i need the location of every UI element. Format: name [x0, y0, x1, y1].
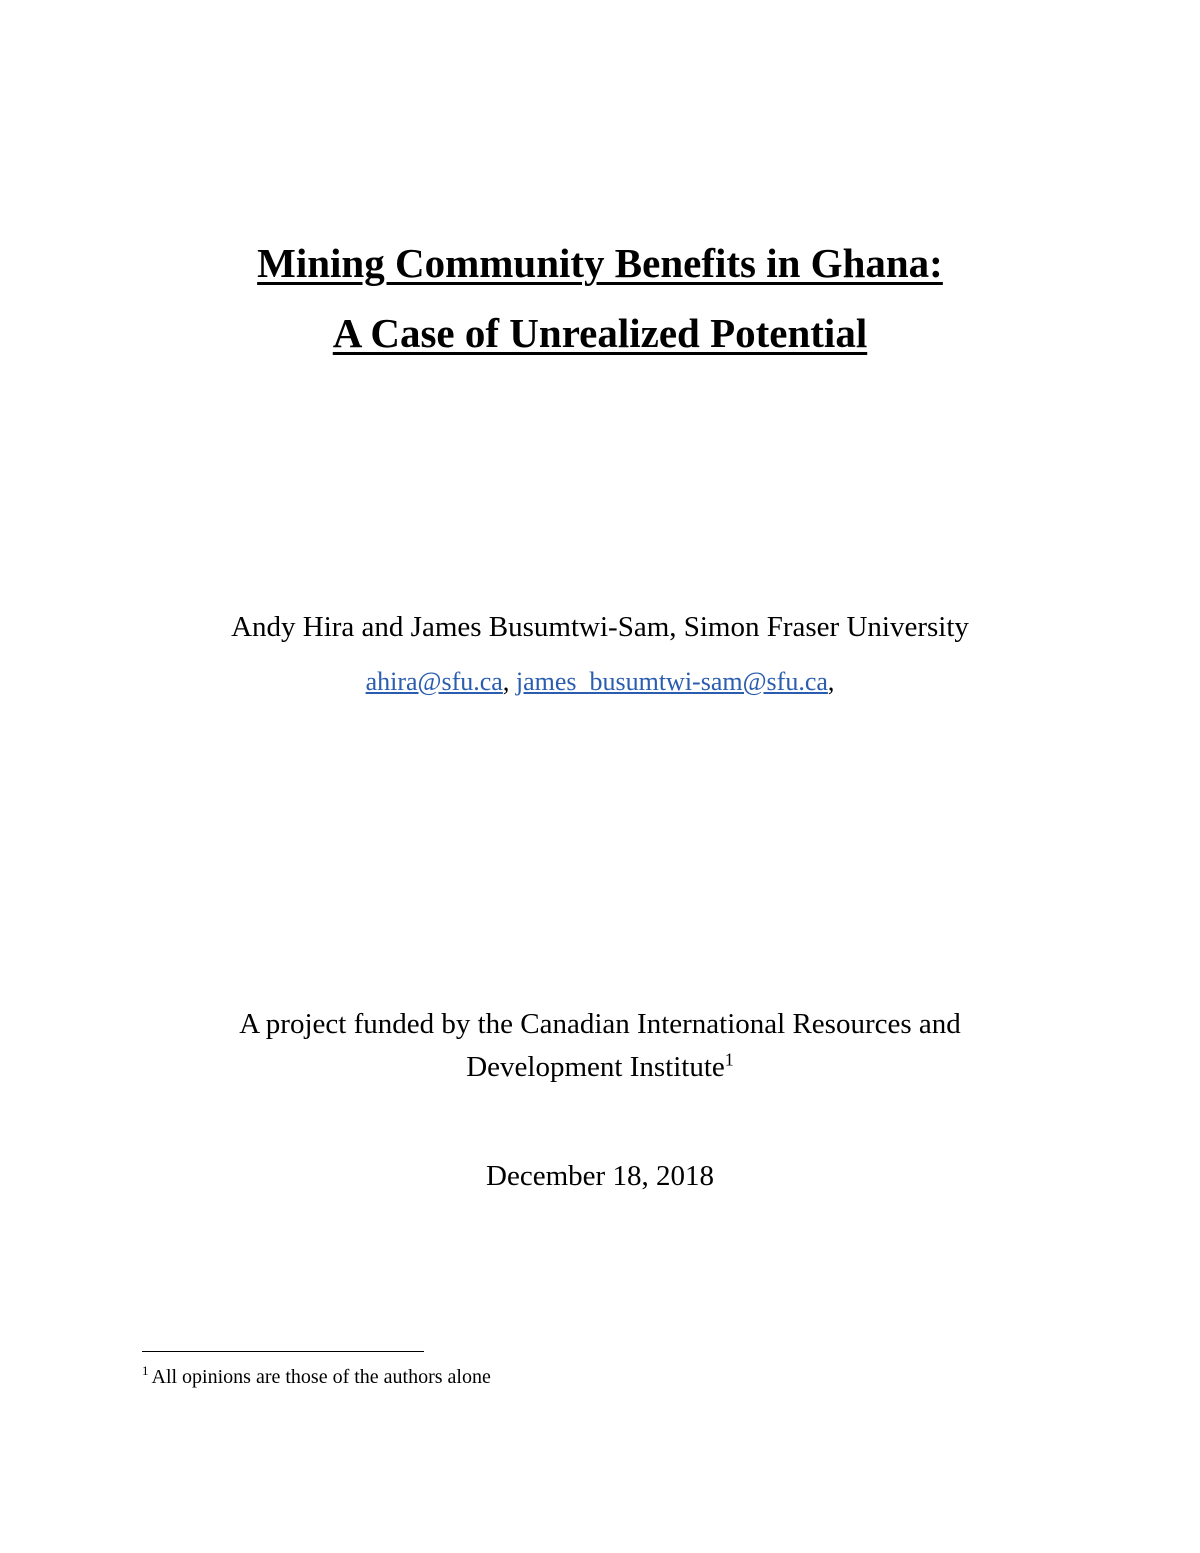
email-trailing-comma: ,: [827, 667, 835, 696]
publication-date: December 18, 2018: [486, 1160, 714, 1192]
footnote: [142, 1364, 491, 1390]
author-emails: [0, 665, 1200, 699]
footnote-marker: 1: [142, 1363, 149, 1379]
funding-statement: [0, 1003, 1200, 1089]
funding-line-2-text: Development Institute: [466, 1051, 725, 1083]
email-link-ahira[interactable]: ahira@sfu.ca: [365, 667, 503, 696]
title-line-1: Mining Community Benefits in Ghana:: [257, 240, 943, 286]
authors-affiliation: Andy Hira and James Busumtwi-Sam, Simon Fraser University: [231, 611, 969, 643]
footnote-separator-line: [142, 1351, 424, 1352]
footnote-text: All opinions are those of the authors alone: [151, 1366, 491, 1388]
funding-line-2: [0, 1046, 1200, 1089]
email-link-busumtwi-sam[interactable]: james_busumtwi-sam@sfu.ca: [515, 667, 828, 696]
title-line-2: A Case of Unrealized Potential: [332, 310, 868, 356]
email-separator: ,: [502, 667, 516, 696]
footnote-reference: 1: [724, 1049, 734, 1070]
funding-line-1: A project funded by the Canadian International Resources and: [239, 1008, 961, 1040]
